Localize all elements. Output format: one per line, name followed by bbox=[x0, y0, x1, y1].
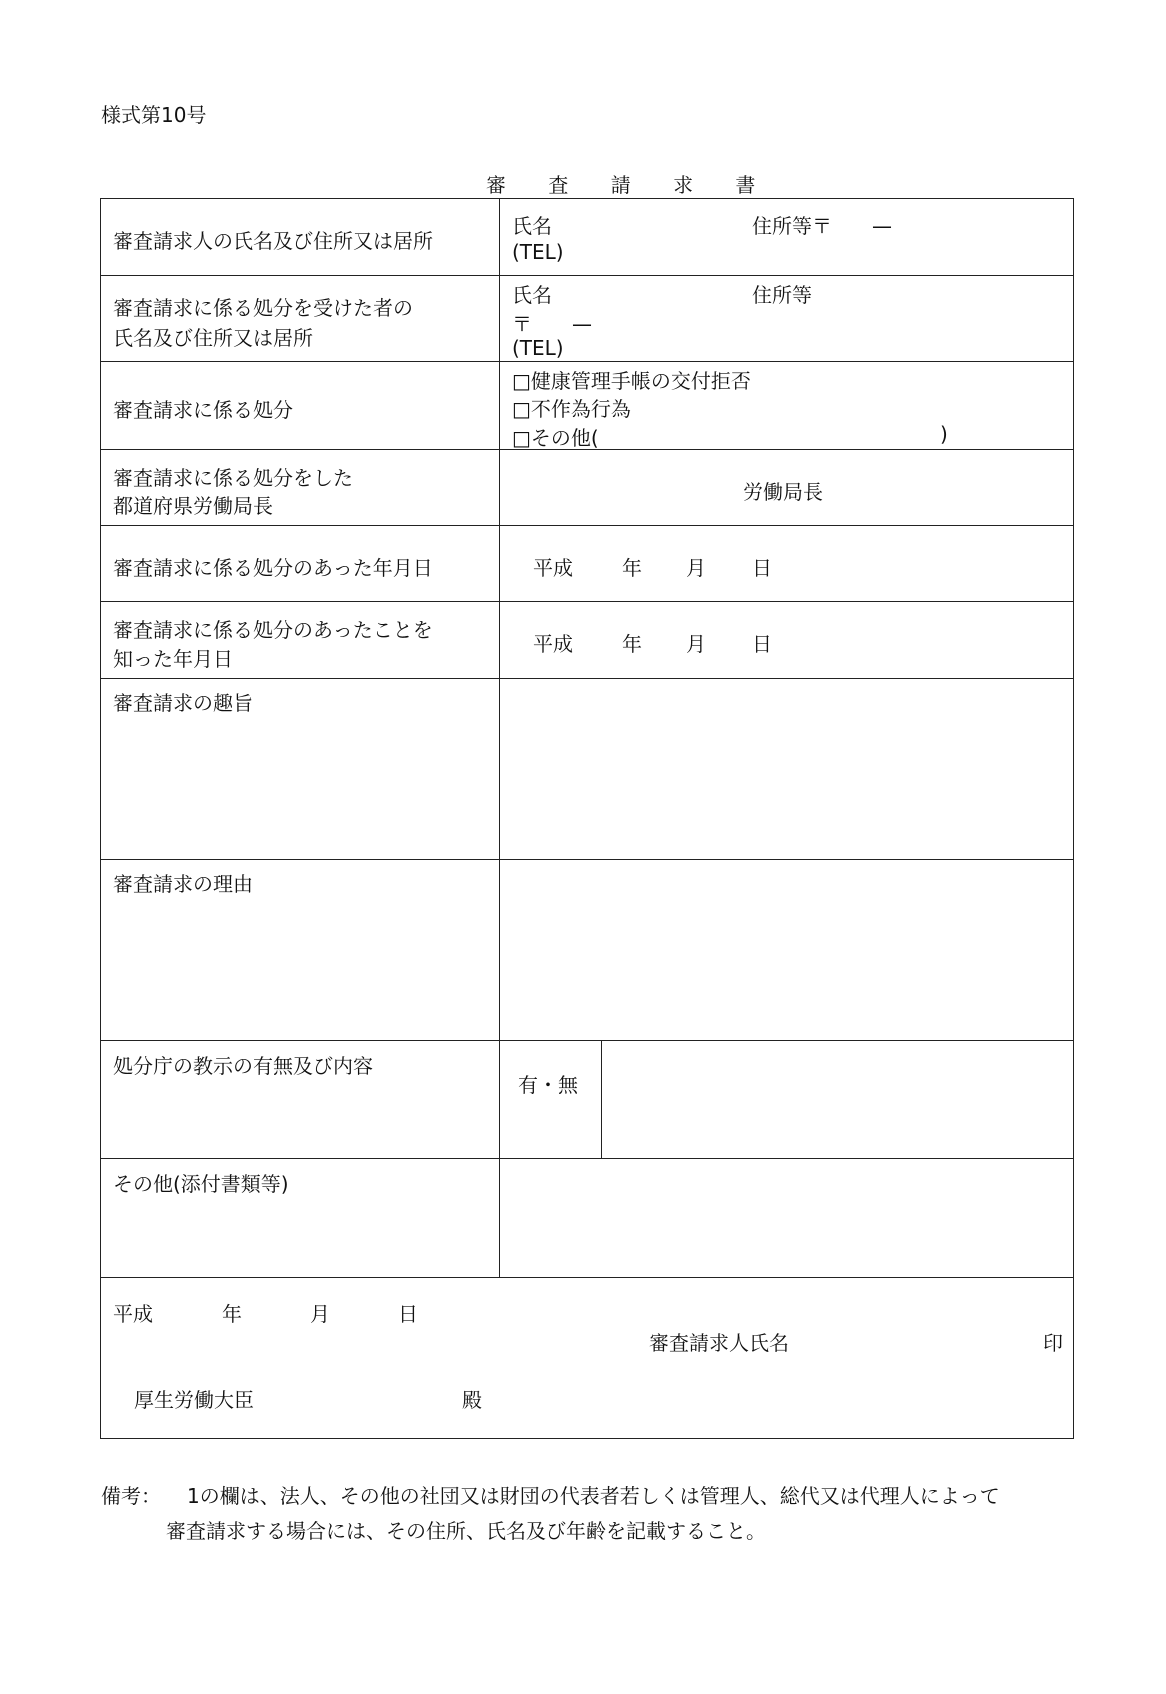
date-disposition-day[interactable]: 日 bbox=[752, 556, 772, 580]
page-title: 審 査 請 求 書 bbox=[486, 173, 774, 197]
reason-field[interactable] bbox=[500, 860, 1073, 1039]
instruction-content-field[interactable] bbox=[603, 1041, 1073, 1157]
remarks-line2: 審査請求する場合には、その住所、氏名及び年齢を記載すること。 bbox=[166, 1519, 766, 1543]
recipient-label-line1: 審査請求に係る処分を受けた者の bbox=[113, 296, 413, 320]
disposition-label: 審査請求に係る処分 bbox=[113, 398, 293, 422]
signature-day[interactable]: 日 bbox=[398, 1302, 418, 1326]
other-label: その他(添付書類等) bbox=[113, 1172, 289, 1196]
applicant-label: 審査請求人の氏名及び住所又は居所 bbox=[113, 229, 433, 253]
recipient-label-line2: 氏名及び住所又は居所 bbox=[113, 326, 313, 350]
date-known-label-line1: 審査請求に係る処分のあったことを bbox=[113, 618, 433, 642]
honorific: 殿 bbox=[462, 1388, 482, 1412]
applicant-address-field[interactable]: 住所等〒 — bbox=[752, 214, 892, 238]
applicant-name-label: 審査請求人氏名 bbox=[649, 1331, 789, 1355]
remarks-heading: 備考： bbox=[101, 1484, 161, 1508]
bureau-value[interactable]: 労働局長 bbox=[743, 480, 823, 504]
row-divider bbox=[100, 601, 1074, 602]
recipient-name-field[interactable]: 氏名 bbox=[512, 283, 552, 307]
bureau-label-line1: 審査請求に係る処分をした bbox=[113, 466, 353, 490]
other-field[interactable] bbox=[500, 1159, 1073, 1276]
disposition-option-omission[interactable]: □不作為行為 bbox=[512, 397, 631, 421]
purpose-field[interactable] bbox=[500, 679, 1073, 858]
date-known-month[interactable]: 月 bbox=[686, 632, 706, 656]
recipient-address-field[interactable]: 住所等 bbox=[752, 283, 812, 307]
signature-month[interactable]: 月 bbox=[310, 1302, 330, 1326]
reason-label: 審査請求の理由 bbox=[113, 872, 253, 896]
form-number: 様式第10号 bbox=[101, 103, 207, 127]
addressee: 厚生労働大臣 bbox=[134, 1388, 254, 1412]
applicant-tel-field[interactable]: (TEL) bbox=[512, 240, 564, 264]
date-known-era: 平成 bbox=[533, 632, 573, 656]
instruction-yes-no[interactable]: 有・無 bbox=[518, 1073, 578, 1097]
date-disposition-year[interactable]: 年 bbox=[622, 556, 642, 580]
date-known-day[interactable]: 日 bbox=[752, 632, 772, 656]
row-divider bbox=[100, 361, 1074, 362]
disposition-option-refusal[interactable]: □健康管理手帳の交付拒否 bbox=[512, 369, 751, 393]
disposition-option-other[interactable]: □その他( bbox=[512, 426, 599, 450]
disposition-other-close: ) bbox=[940, 422, 948, 446]
remarks-line1: 1の欄は、法人、その他の社団又は財団の代表者若しくは管理人、総代又は代理人によって bbox=[187, 1484, 1000, 1508]
signature-era: 平成 bbox=[113, 1302, 153, 1326]
date-known-year[interactable]: 年 bbox=[622, 632, 642, 656]
row-divider bbox=[100, 275, 1074, 276]
row-divider bbox=[100, 1277, 1074, 1278]
date-disposition-label: 審査請求に係る処分のあった年月日 bbox=[113, 556, 433, 580]
recipient-postal-field[interactable]: 〒 — bbox=[512, 312, 592, 336]
purpose-label: 審査請求の趣旨 bbox=[113, 691, 253, 715]
instruction-label: 処分庁の教示の有無及び内容 bbox=[113, 1054, 373, 1078]
bureau-label-line2: 都道府県労働局長 bbox=[113, 494, 273, 518]
recipient-tel-field[interactable]: (TEL) bbox=[512, 336, 564, 360]
applicant-name-field[interactable]: 氏名 bbox=[512, 214, 552, 238]
row-divider bbox=[100, 525, 1074, 526]
instruction-divider bbox=[601, 1040, 602, 1158]
date-disposition-era: 平成 bbox=[533, 556, 573, 580]
date-known-label-line2: 知った年月日 bbox=[113, 647, 233, 671]
seal-mark: 印 bbox=[1043, 1331, 1063, 1355]
signature-year[interactable]: 年 bbox=[222, 1302, 242, 1326]
date-disposition-month[interactable]: 月 bbox=[686, 556, 706, 580]
